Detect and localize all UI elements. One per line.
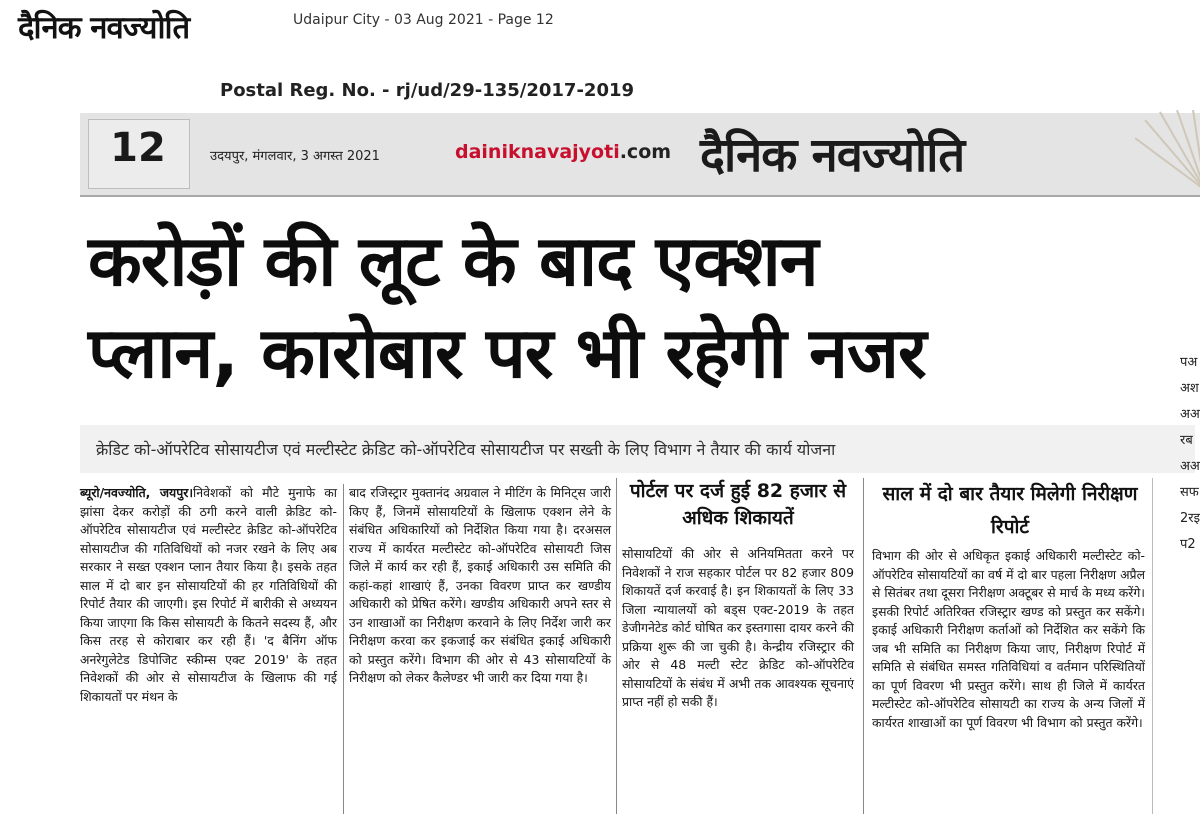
website-link[interactable] (455, 141, 671, 163)
column-divider (343, 484, 344, 814)
headline (80, 215, 1195, 399)
column-1-text: निवेशकों को मौटे मुनाफे का झांसा देकर करोड़ों की ठगी करने वाली क्रेडिट को-ऑपरेटिव सोसायटीज एवं मल्टीस्टेट क्रेडिट को-ऑपरेटिव सोसायटीज की गतिविधियों को नजर रखने के लिए अब सरकार ने सख्त एक्शन प्लान तैयार किया है। इसके तहत साल में दो बार इन सोसायटियों की हर गतिविधियों की रिपोर्ट तैयार की जाएगी। इस रिपोर्ट में बारीकी से अध्ययन किया जाएगा कि किस सोसायटी के कितने सदस्य हैं, और किस तरह से कोराबार कर रही हैं। 'द बैनिंग ऑफ अनरेगुलेटेड डिपोजिट स्कीम्स एक्ट 2019' के तहत निवेशकों की ओर से सोसायटीज के खिलाफ की गई शिकायतों पर मंथन के (80, 485, 337, 704)
headline-line-2: प्लान, कारोबार पर भी रहेगी नजर (88, 312, 926, 394)
article-column-1 (80, 484, 337, 706)
article-column-2: बाद रजिस्ट्रार मुक्तानंद अग्रवाल ने मीटिंग के मिनिट्स जारी किए हैं, जिनमें सोसायटियों के खिलाफ एक्शन लेने के संबंधित अधिकारियों को निर्देशित किया गया है। दरअसल राज्य में कार्यरत मल्टीस्टेट को-ऑपरेटिव सोसायटी जिस जिले में कार्य कर रही हैं, इकाई अधिकारी उस समिति की कहां-कहां शाखाएं हैं, उनका विवरण प्राप्त कर खण्डीय अधिकारी को प्रेषित करेंगे। खण्डीय अधिकारी अपने स्तर से उन शाखाओं का निरीक्षण करवाने के लिए निर्देश जारी कर निरीक्षण करवा कर इकजाई कर संबंधित इकाई अधिकारी को प्रस्तुत करेंगे। विभाग की ओर से 43 सोसायटियों के निरीक्षण को लेकर कैलेण्डर भी जारी कर दिया गया है। (349, 485, 611, 685)
sidebar-heading-complaints: पोर्टल पर दर्ज हुई 82 हजार से अधिक शिकायतें (629, 480, 847, 529)
epaper-brand-logo: दैनिक नवज्योति (18, 10, 190, 46)
masthead-date: उदयपुर, मंगलवार, 3 अगस्त 2021 (210, 149, 380, 164)
sunburst-icon (1135, 110, 1200, 190)
column-divider (1152, 478, 1153, 814)
sidebar-heading-inspection: साल में दो बार तैयार मिलेगी निरीक्षण रिपोर्ट (882, 483, 1138, 538)
column-divider (863, 478, 864, 814)
postal-registration: Postal Reg. No. - rj/ud/29-135/2017-2019 (220, 80, 635, 101)
website-domain: .com (619, 141, 672, 163)
column-divider (616, 478, 617, 814)
article-dateline: ब्यूरो/नवज्योति, जयपुर। (80, 485, 194, 500)
edition-label: Udaipur City - 03 Aug 2021 - Page 12 (293, 12, 554, 28)
masthead-brand-logo: दैनिक नवज्योति (700, 128, 965, 183)
adjacent-article-fragment: पअअशअअरबअअसफ2रइप2 (1180, 355, 1200, 552)
page-number: 12 (110, 125, 166, 171)
subheadline: क्रेडिट को-ऑपरेटिव सोसायटीज एवं मल्टीस्टेट क्रेडिट को-ऑपरेटिव सोसायटीज पर सख्ती के लिए विभाग ने तैयार की कार्य योजना (96, 440, 836, 459)
sidebar-text-inspection: विभाग की ओर से अधिकृत इकाई अधिकारी मल्टीस्टेट को-ऑपरेटिव सोसायटियों का वर्ष में दो बार पहला निरीक्षण अप्रैल से सितंबर तथा दूसरा निरीक्षण अक्टूबर से मार्च के मध्य करेंगे। इसकी रिपोर्ट अतिरिक्त रजिस्ट्रार खण्ड को प्रस्तुत कर सकेंगे। इकाई अधिकारी निरीक्षण कर्ताओं को निर्देशित कर सकेंगे कि जब भी समिति का निरीक्षण किया जाए, निरीक्षण रिपोर्ट में समिति से संबंधित समस्त गतिविधियां व वर्तमान परिस्थितियों का पूर्ण विवरण भी प्रस्तुत करेंगे। साथ ही जिले में कार्यरत मल्टीस्टेट को-ऑपरेटिव सोसायटी का राज्य के अन्य जिलों में कार्यरत शाखाओं का पूर्ण विवरण भी विभाग को प्रस्तुत करेंगे। (872, 548, 1145, 730)
website-name: dainiknavajyoti (455, 141, 620, 163)
sidebar-text-complaints: सोसायटियों की ओर से अनियमितता करने पर निवेशकों ने राज सहकार पोर्टल पर 82 हजार 809 शिकायतें दर्ज करवाई है। इन शिकायतों के लिए 33 जिला न्यायालयों को बड्स एक्ट-2019 के तहत डेजीगनेटेड कोर्ट घोषित कर इस्तगासा दायर करने की प्रक्रिया शुरू की जा चुकी है। केन्द्रीय रजिस्ट्रार की ओर से 48 मल्टी स्टेट क्रेडिट को-ऑपरेटिव सोसायटियों के संबंध में अभी तक आवश्यक सूचनाएं प्राप्त नहीं हो सकी हैं। (622, 546, 854, 709)
headline-line-1: करोड़ों की लूट के बाद एक्शन (88, 220, 818, 302)
